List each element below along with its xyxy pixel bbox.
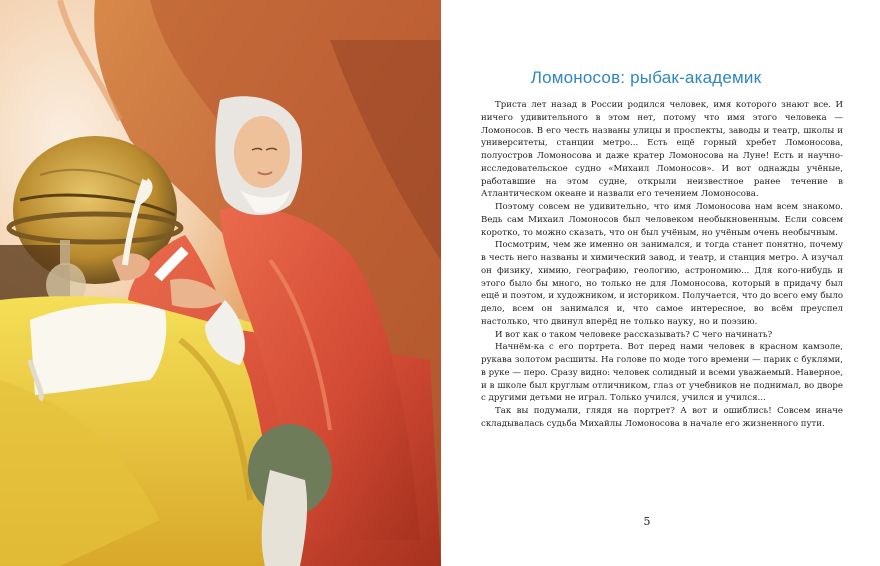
paragraph: Так вы подумали, глядя на портрет? А вот и ошиблись! Совсем иначе складывалась судьба Михайлы Ломоносова в начале его жизненного пути. xyxy=(481,406,843,429)
paragraph: Поэтому совсем не удивительно, что имя Ломоносова нам всем знакомо. Ведь сам Михаил Ломоносов был человеком необыкновенным. Если совсем коротко, то можно сказать, что он был учёным, но учёным очень необычным. xyxy=(481,202,843,238)
paragraph: Начнём-ка с его портрета. Вот перед нами человек в красном камзоле, рукава золотом расшиты. На голове по моде того времени — парик с буклями, в руке — перо. Сразу видно: человек солидный и всеми уважаемый. Наверное, и в школе был круглым отличником, глаз от учебников не поднимал, во дворе с другими детьми не играл. Только учился, учился и учился... xyxy=(481,342,843,404)
paragraph: Триста лет назад в России родился человек, имя которого знают все. И ничего удивительного в этом нет, потому что имя этого человека — Ломоносов. В его честь названы улицы и проспекты, заводы и театр, школы и университеты, станции метро... Есть ещё горный хребет Ломоносова, полуостров Ломоносова и даже кратер Ломоносова на Луне! Есть и научно-исследовательское судно «Михаил Ломоносов». И вот однажды учёные, работавшие на этом судне, открыли неизвестное ранее течение в Атлантическом океане и назвали его течением Ломоносова. xyxy=(481,100,843,200)
text-page xyxy=(441,0,880,566)
paragraph: И вот как о таком человеке рассказывать? С чего начинать? xyxy=(495,329,773,340)
page-number: 5 xyxy=(643,515,651,528)
chapter-body-text xyxy=(481,99,843,431)
chapter-title: Ломоносов: рыбак-академик xyxy=(530,68,762,87)
paragraph: Посмотрим, чем же именно он занимался, и тогда станет понятно, почему в честь него названы и химический завод, и театр, и станция метро. А изучал он физику, химию, географию, геологию, астрономию... Для кого-нибудь и этого было бы много, но только не для Ломоносова, который в придачу был ещё и поэтом, и художником, и историком. Получается, что до всего ему было дело, всем он занимался и, что самое интересное, во всём преуспел настолько, что двинул вперёд не только науку, но и поэзию. xyxy=(481,240,843,327)
